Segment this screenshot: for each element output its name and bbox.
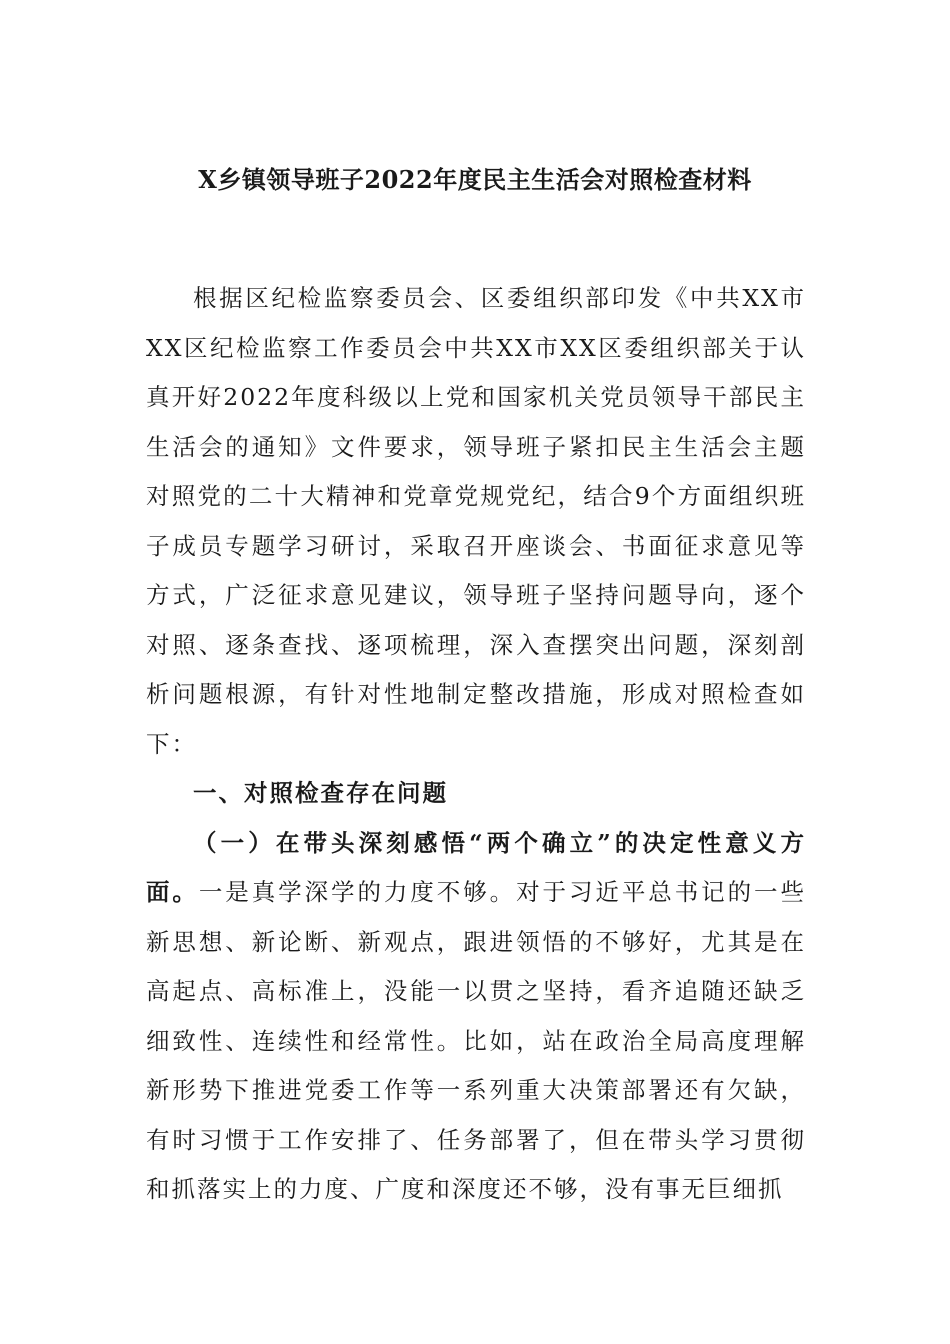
subsection-paragraph	[146, 819, 806, 1215]
document-body	[146, 274, 806, 1215]
subsection-body: 一是真学深学的力度不够。对于习近平总书记的一些新思想、新论断、新观点，跟进领悟的不够好，尤其是在高起点、高标准上，没能一以贯之坚持，看齐追随还缺乏细致性、连续性和经常性。比如，站在政治全局高度理解新形势下推进党委工作等一系列重大决策部署还有欠缺，有时习惯于工作安排了、任务部署了，但在带头学习贯彻和抓落实上的力度、广度和深度还不够，没有事无巨细抓	[146, 878, 806, 1203]
intro-paragraph: 根据区纪检监察委员会、区委组织部印发《中共XX市XX区纪检监察工作委员会中共XX市XX区委组织部关于认真开好2022年度科级以上党和国家机关党员领导干部民主生活会的通知》文件要求，领导班子紧扣民主生活会主题对照党的二十大精神和党章党规党纪，结合9个方面组织班子成员专题学习研讨，采取召开座谈会、书面征求意见等方式，广泛征求意见建议，领导班子坚持问题导向，逐个对照、逐条查找、逐项梳理，深入查摆突出问题，深刻剖析问题根源，有针对性地制定整改措施，形成对照检查如下：	[146, 284, 806, 758]
section-heading: 一、对照检查存在问题	[193, 779, 448, 807]
document-title: X乡镇领导班子2022年度民主生活会对照检查材料	[198, 165, 752, 194]
subsection-heading: （一）在带头深刻感悟“两个确立”的决定性意义方面。	[146, 828, 806, 906]
